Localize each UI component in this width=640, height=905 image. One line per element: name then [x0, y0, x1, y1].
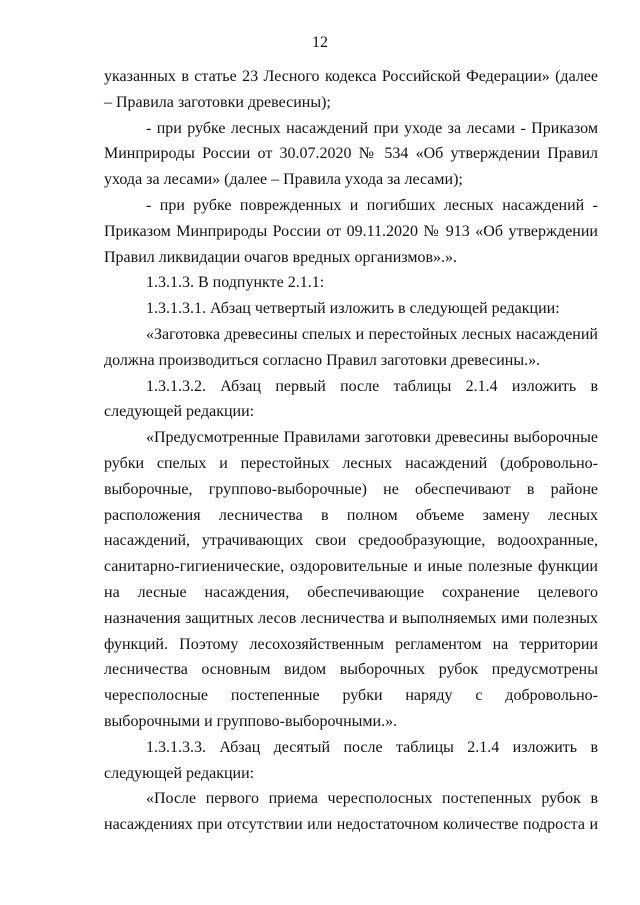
paragraph-quote-selective-felling: «Предусмотренные Правилами заготовки древесины выборочные рубки спелых и перестойных лесных насаждений (добровольно-выборочные, групповo-выборочные) не обеспечивают в районе расположения лесничества в полном объеме замену лесных насаждений, утрачивающих свои средообразующие, водоохранные, санитарно-гигиенические, оздоровительные и иные полезные функции на лесные насаждения, обеспечивающие сохранение целевого назначения защитных лесов лесничества и выполняемых ими полезных функций. Поэтому лесохозяйственным регламентом на территории лесничества основным видом выборочных рубок предусмотрены чересполосные постепенные рубки наряду с добровольно-выборочными и групповo-выборочными.». — [104, 429, 598, 730]
paragraph-clause-1-3-1-3-3: 1.3.1.3.3. Абзац десятый после таблицы 2.1.4 изложить в следующей редакции: — [104, 738, 598, 782]
paragraph-care-felling: - при рубке лесных насаждений при уходе за лесами - Приказом Минприроды России от 30.07.2020 № 534 «Об утверждении Правил ухода за лесами» (далее – Правила ухода за лесами); — [104, 119, 598, 189]
paragraph-clause-1-3-1-3-1: 1.3.1.3.1. Абзац четвертый изложить в следующей редакции: — [146, 300, 560, 318]
paragraph-quote-harvesting: «Заготовка древесины спелых и перестойных лесных насаждений должна производиться согласно Правил заготовки древесины.». — [104, 325, 598, 369]
paragraph-clause-1-3-1-3-2: 1.3.1.3.2. Абзац первый после таблицы 2.1.4 изложить в следующей редакции: — [104, 377, 598, 421]
paragraph-damaged-stands: - при рубке поврежденных и погибших лесных насаждений - Приказом Минприроды России от 09.11.2020 № 913 «Об утверждении Правил ликвидации очагов вредных организмов».». — [104, 196, 598, 266]
paragraph-subclause-2-1-1: 1.3.1.3. В подпункте 2.1.1: — [146, 274, 325, 292]
paragraph-quote-after-first-stage: «После первого приема чересполосных постепенных рубок в насаждениях при отсутствии или недостаточном количестве подроста и — [104, 790, 598, 834]
document-body — [104, 64, 598, 838]
paragraph-continuation: указанных в статье 23 Лесного кодекса Российской Федерации» (далее – Правила заготовки древесины); — [104, 68, 598, 111]
page-number: 12 — [312, 34, 328, 51]
